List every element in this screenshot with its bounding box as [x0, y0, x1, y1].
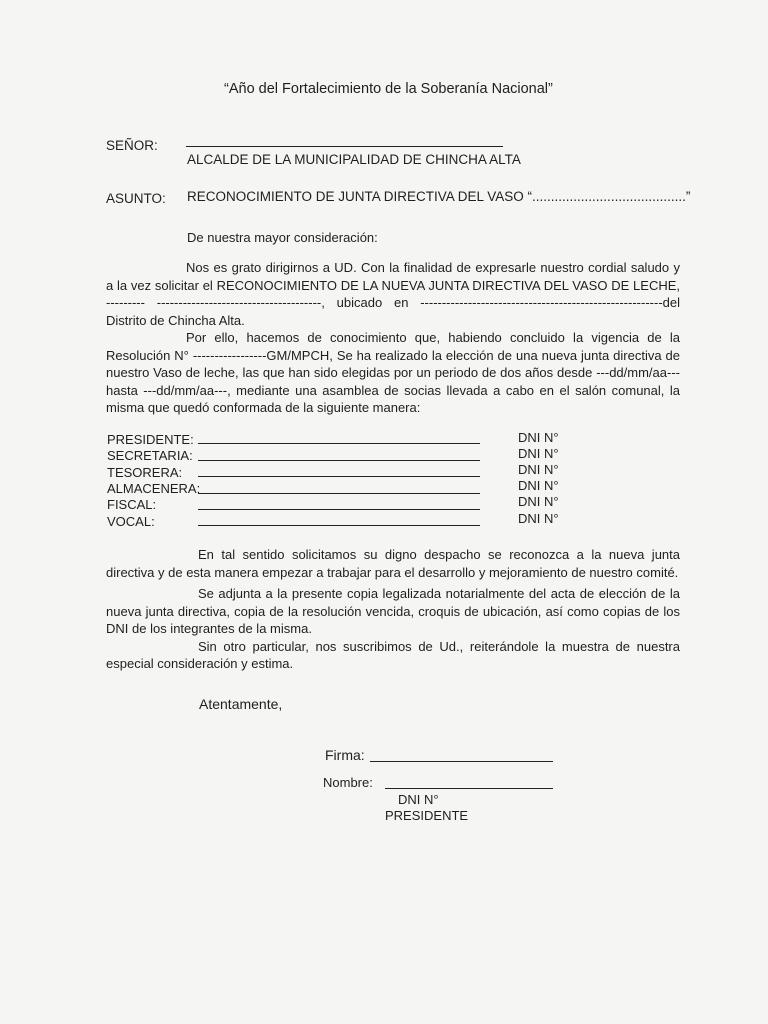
subject-label: ASUNTO:: [106, 191, 166, 206]
officer-blank-line: [198, 460, 480, 461]
name-line: [385, 788, 553, 789]
officer-blank-line: [198, 509, 480, 510]
officer-blank-line: [198, 443, 480, 444]
motto-heading: “Año del Fortalecimiento de la Soberanía Nacional”: [224, 81, 553, 97]
recipient-blank-line: [186, 146, 503, 147]
officer-blank-line: [198, 525, 480, 526]
officer-role-secretaria: SECRETARIA:: [107, 448, 193, 463]
body-block-top: [106, 259, 680, 417]
officer-blank-line: [198, 493, 480, 494]
officer-dni-label: DNI N°: [518, 511, 559, 526]
greeting: De nuestra mayor consideración:: [187, 230, 378, 245]
officer-dni-label: DNI N°: [518, 446, 559, 461]
officer-role-almacenera: ALMACENERA:: [107, 481, 201, 496]
closing: Atentamente,: [199, 696, 283, 712]
body-paragraph-4: Se adjunta a la presente copia legalizada notarialmente del acta de elección de la nueva junta directiva, copia de la resolución vencida, croquis de ubicación, así como copias de los DNI de los integrantes de la misma.: [106, 586, 680, 636]
officer-role-presidente: PRESIDENTE:: [107, 432, 194, 447]
officer-blank-line: [198, 476, 480, 477]
officer-dni-label: DNI N°: [518, 462, 559, 477]
body-paragraph-3: En tal sentido solicitamos su digno despacho se reconozca a la nueva junta directiva y de esta manera empezar a trabajar para el desarrollo y mejoramiento de nuestro comité.: [106, 547, 680, 580]
officer-role-fiscal: FISCAL:: [107, 497, 157, 512]
signature-dni-label: DNI N°: [398, 792, 439, 807]
officer-role-tesorera: TESORERA:: [107, 465, 183, 480]
subject-text: RECONOCIMIENTO DE JUNTA DIRECTIVA DEL VASO “.........................................”: [187, 189, 691, 204]
officer-role-vocal: VOCAL:: [107, 514, 155, 529]
officer-dni-label: DNI N°: [518, 478, 559, 493]
signature-line: [370, 761, 553, 762]
officer-dni-label: DNI N°: [518, 430, 559, 445]
recipient-name: ALCALDE DE LA MUNICIPALIDAD DE CHINCHA ALTA: [187, 152, 521, 167]
body-paragraph-5: Sin otro particular, nos suscribimos de Ud., reiterándole la muestra de nuestra especial consideración y estima.: [106, 638, 680, 671]
body-paragraph-1: Nos es grato dirigirnos a UD. Con la finalidad de expresarle nuestro cordial saludo y a la vez solicitar el RECONOCIMIENTO DE LA NUEVA JUNTA DIRECTIVA DEL VASO DE LECHE, --------- --------------------------------------, ubicado en --------------------------------------------------------del Distrito de Chincha Alta.: [106, 260, 680, 328]
recipient-label: SEÑOR:: [106, 138, 158, 153]
body-paragraph-2: Por ello, hacemos de conocimiento que, habiendo concluido la vigencia de la Resolución N° -----------------GM/MPCH, Se ha realizado la elección de una nueva junta directiva de nuestro Vaso de leche, las que han sido elegidas por un periodo de dos años desde ---dd/mm/aa--- hasta ---dd/mm/aa---, mediante una asamblea de socias llevada a cabo en el salón comunal, la misma que quedó conformada de la siguiente manera:: [106, 330, 680, 415]
signature-firma-label: Firma:: [325, 747, 365, 763]
officer-dni-label: DNI N°: [518, 494, 559, 509]
signature-role: PRESIDENTE: [385, 808, 469, 823]
body-block-bottom: [106, 546, 680, 673]
signature-nombre-label: Nombre:: [323, 775, 373, 790]
